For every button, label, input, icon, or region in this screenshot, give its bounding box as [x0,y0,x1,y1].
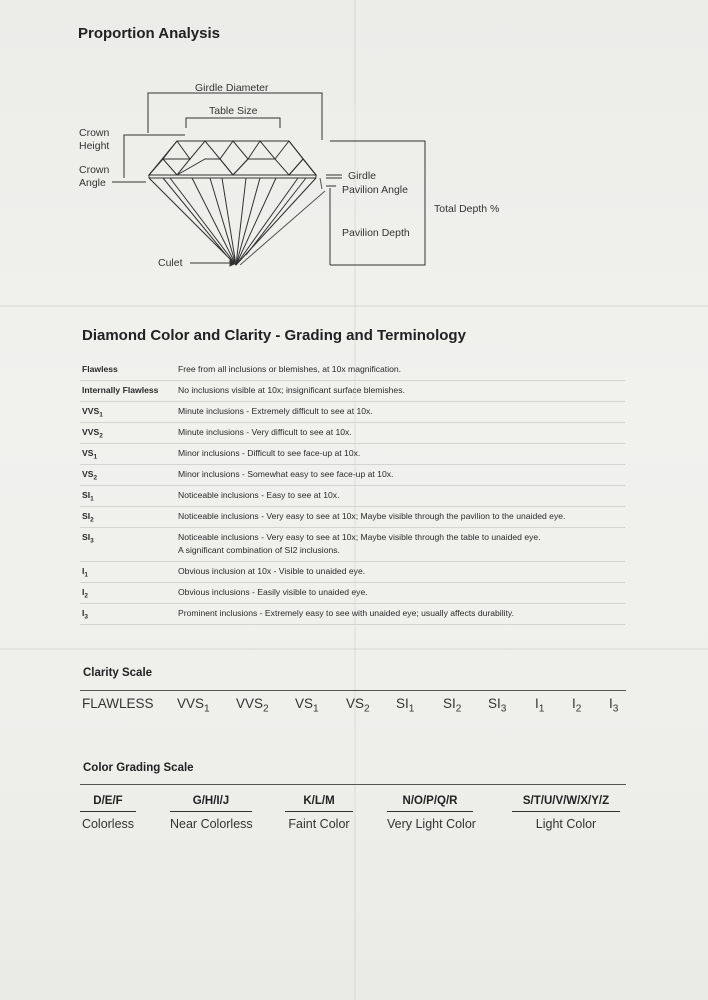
pavilion-angle-label: Pavilion Angle [342,184,408,196]
clarity-scale-subscript: 1 [408,703,415,715]
total-depth-label: Total Depth % [434,203,500,215]
grade-term [82,531,94,547]
crown-height-bracket [124,135,185,178]
clarity-scale-item [295,696,319,715]
clarity-scale [82,696,627,720]
grade-term-subscript: 3 [90,537,94,545]
grade-definition: Obvious inclusions - Easily visible to unaided eye. [178,587,368,597]
clarity-scale-subscript: 2 [455,703,462,715]
color-scale-column [80,795,136,831]
clarity-scale-label: VS [346,696,365,711]
clarity-scale-title: Clarity Scale [83,667,153,679]
table-row [80,381,625,402]
grade-definition: Minor inclusions - Somewhat easy to see face-up at 10x. [178,469,394,479]
grade-term-subscript: 1 [84,571,88,579]
color-scale-column [387,795,476,831]
clarity-scale-label: FLAWLESS [82,696,154,711]
grade-definition: Noticeable inclusions - Very easy to see at 10x; Maybe visible through the pavilion to the unaided eye. [178,511,566,521]
table-row [80,360,625,381]
grade-term-text: SI [82,511,91,521]
crown-angle-label: Crown [79,164,110,176]
color-grading-scale [80,795,628,845]
color-grade-name: Near Colorless [170,817,253,831]
grade-term [82,565,88,581]
table-row [80,604,625,625]
grade-term-text: Internally Flawless [82,385,159,395]
clarity-scale-label: SI [396,696,409,711]
grade-term [82,489,94,505]
clarity-scale-item [82,696,154,711]
grade-term [82,405,103,421]
clarity-scale-item [177,696,210,715]
grade-term-subscript: 3 [84,613,88,621]
grade-definition: Noticeable inclusions - Easy to see at 10x. [178,490,340,500]
clarity-scale-label: VVS [177,696,205,711]
clarity-scale-label: VS [295,696,314,711]
table-row [80,444,625,465]
girdle-diameter-label: Girdle Diameter [195,82,269,94]
color-grade-name: Very Light Color [387,817,476,831]
clarity-scale-label: I [572,696,576,711]
clarity-scale-item [535,696,544,715]
color-grade-letters: S/T/U/V/W/X/Y/Z [512,795,620,812]
clarity-scale-subscript: 3 [612,703,619,715]
grade-definition: Minute inclusions - Extremely difficult to see at 10x. [178,406,373,416]
table-row [80,423,625,444]
grade-term-text: VS [82,448,94,458]
table-row [80,402,625,423]
grade-term-text: VS [82,469,94,479]
grade-definition: Minor inclusions - Difficult to see face-up at 10x. [178,448,361,458]
grade-term [82,468,97,484]
grade-term [82,426,103,442]
crown-height-label: Crown [79,127,110,139]
grade-term [82,447,97,463]
clarity-scale-subscript: 2 [575,703,582,715]
grade-term-text: I [82,587,85,597]
table-row [80,465,625,486]
divider [80,784,626,785]
proportion-analysis-title: Proportion Analysis [78,25,220,42]
clarity-scale-subscript: 2 [263,703,269,715]
grade-term-text: VVS [82,406,100,416]
grade-term-text: VVS [82,427,100,437]
girdle-label: Girdle [348,170,377,182]
clarity-scale-subscript: 2 [364,703,370,715]
table-row [80,562,625,583]
grade-definition: Free from all inclusions or blemishes, at 10x magnification. [178,364,402,374]
color-grade-name: Light Color [535,817,597,831]
grade-term [82,510,94,526]
crown-angle-label: Angle [79,177,106,189]
grade-definition: Minute inclusions - Very difficult to see at 10x. [178,427,352,437]
grade-term-subscript: 1 [99,411,103,419]
grade-definition: Obvious inclusion at 10x - Visible to unaided eye. [178,566,366,576]
clarity-scale-item [396,696,414,715]
color-scale-column [170,795,252,831]
clarity-scale-item [346,696,370,715]
color-scale-title: Color Grading Scale [83,762,194,774]
grade-term-text: I [82,608,85,618]
clarity-scale-item [572,696,581,715]
grade-term [82,607,88,623]
grade-term-subscript: 2 [90,516,94,524]
clarity-scale-subscript: 3 [500,703,507,715]
diamond-icon [149,141,316,265]
table-row [80,486,625,507]
grade-term-text: SI [82,532,91,542]
clarity-grade-table [80,360,625,625]
divider [80,690,626,691]
pavilion-depth-label: Pavilion Depth [342,227,410,239]
clarity-scale-label: SI [488,696,501,711]
color-grade-name: Colorless [81,817,135,831]
crown-height-label: Height [79,140,110,152]
grade-definition: Prominent inclusions - Extremely easy to see with unaided eye; usually affects durability. [178,608,514,618]
clarity-scale-item [443,696,461,715]
table-size-bracket [186,118,280,128]
table-row [80,583,625,604]
diamond-proportion-diagram [70,75,510,275]
grade-definition: No inclusions visible at 10x; insignificant surface blemishes. [178,385,405,395]
grade-term [82,363,118,376]
table-row [80,507,625,528]
color-grade-name: Faint Color [288,817,350,831]
clarity-scale-label: VVS [236,696,264,711]
clarity-scale-label: I [535,696,539,711]
color-scale-column [512,795,620,831]
table-row [80,528,625,562]
clarity-scale-subscript: 1 [204,703,210,715]
clarity-scale-item [488,696,506,715]
grade-term-text: Flawless [82,364,118,374]
grade-term [82,384,158,397]
grade-term-subscript: 2 [99,432,103,440]
culet-label: Culet [158,257,183,269]
clarity-scale-subscript: 1 [313,703,319,715]
grade-term-text: I [82,566,85,576]
grade-term-subscript: 1 [90,495,94,503]
color-scale-column [285,795,353,831]
clarity-scale-subscript: 1 [538,703,545,715]
color-grade-letters: K/L/M [285,795,353,812]
grade-term-subscript: 1 [93,453,98,461]
color-clarity-title: Diamond Color and Clarity - Grading and Terminology [82,327,466,344]
clarity-scale-label: I [609,696,613,711]
clarity-scale-label: SI [443,696,456,711]
color-grade-letters: N/O/P/Q/R [387,795,473,812]
grade-term [82,586,88,602]
grade-term-subscript: 2 [84,592,88,600]
grade-term-text: SI [82,490,91,500]
table-size-label: Table Size [209,105,258,117]
grade-term-subscript: 2 [93,474,98,482]
clarity-scale-item [609,696,618,715]
color-grade-letters: G/H/I/J [170,795,252,812]
grade-definition: Noticeable inclusions - Very easy to see at 10x; Maybe visible through the table to unaided eye. A significant combination of SI2 inclusions. [178,532,541,555]
color-grade-letters: D/E/F [80,795,136,812]
total-depth-bracket [330,141,425,265]
clarity-scale-item [236,696,269,715]
